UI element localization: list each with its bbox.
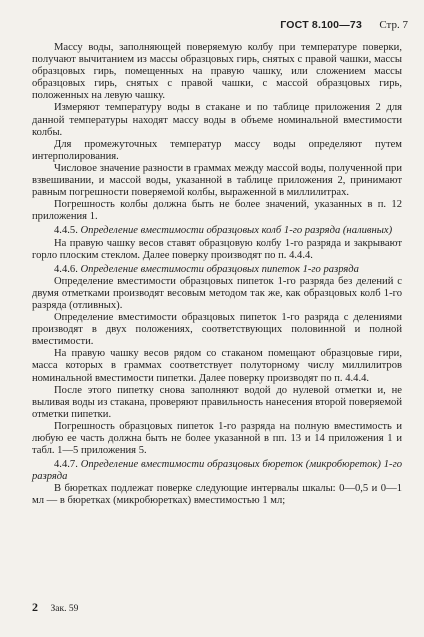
print-order: Зак. 59: [50, 604, 79, 614]
paragraph: Числовое значение разности в граммах между массой воды, полученной при взвешивании, и массой воды, указанной в таблице приложения 2, принимают равным погрешности поверяемой колбы, выраженной в миллилитрах.: [32, 162, 402, 199]
section-number: 4.4.6.: [54, 263, 78, 275]
paragraph: Измеряют температуру воды в стакане и по таблице приложения 2 для данной температуры находят массу воды в объеме номинальной вместимости колбы.: [32, 102, 402, 138]
paragraph: На правую чашку весов рядом со стаканом помещают образцовые гири, масса которых в граммах соответствует полуторному числу миллилитров номинальной вместимости пипетки. Далее поверку производят по п. 4.4.4.: [32, 348, 402, 384]
section-number: 4.4.7.: [54, 459, 78, 471]
paragraph: Массу воды, заполняющей поверяемую колбу при температуре поверки, получают вычитанием из массы образцовых гирь, снятых с правой чашки, массы образцовых гирь, помещенных на правую чашку, или сложением массы образцовых гирь, снятых с правой чашки, с массой образцовых гирь, положенных на левую чашку.: [32, 42, 402, 102]
paragraph: Погрешность колбы должна быть не более значений, указанных в п. 12 приложения 1.: [32, 199, 402, 223]
page-label: Стр. 7: [379, 19, 408, 31]
section-heading: [32, 225, 402, 237]
section-heading: [32, 459, 402, 483]
paragraph: После этого пипетку снова заполняют водой до нулевой отметки и, не выливая воды из стакана, проверяют правильность нанесения второй поверяемой отметки пипетки.: [32, 384, 402, 420]
document-body: [32, 42, 402, 508]
page-header: [60, 19, 408, 33]
paragraph: Определение вместимости образцовых пипеток 1-го разряда с делениями производят в двух положениях, соответствующих половинной и полной вместимости.: [32, 312, 402, 348]
page-footer: [32, 600, 78, 615]
paragraph: Определение вместимости образцовых пипеток 1-го разряда без делений с двумя отметками производят весовым методом так же, как образцовых колб 1-го разряда (отливных).: [32, 275, 402, 311]
section-title: Определение вместимости образцовых пипеток 1-го разряда: [80, 263, 359, 275]
section-number: 4.4.5.: [54, 225, 78, 237]
page-number: 2: [32, 600, 38, 614]
paragraph: В бюретках подлежат поверке следующие интервалы шкалы: 0—0,5 и 0—1 мл — в бюретках (микробюретках) вместимостью 1 мл;: [32, 483, 402, 507]
section-title: Определение вместимости образцовых бюреток (микробюреток) 1-го разряда: [32, 459, 402, 483]
paragraph: Для промежуточных температур массу воды определяют путем интерполирования.: [32, 138, 402, 162]
paragraph: На правую чашку весов ставят образцовую колбу 1-го разряда и закрывают горло плоским стеклом. Далее поверку производят по п. 4.4.4.: [32, 237, 402, 261]
standard-designation: ГОСТ 8.100—73: [280, 19, 362, 31]
paragraph: Погрешность образцовых пипеток 1-го разряда на полную вместимость и любую ее часть должна быть не более указанной в пп. 13 и 14 приложения 1 и табл. 1—5 приложения 5.: [32, 420, 402, 457]
section-title: Определение вместимости образцовых колб 1-го разряда (наливных): [80, 225, 393, 237]
section-heading: [32, 264, 402, 276]
